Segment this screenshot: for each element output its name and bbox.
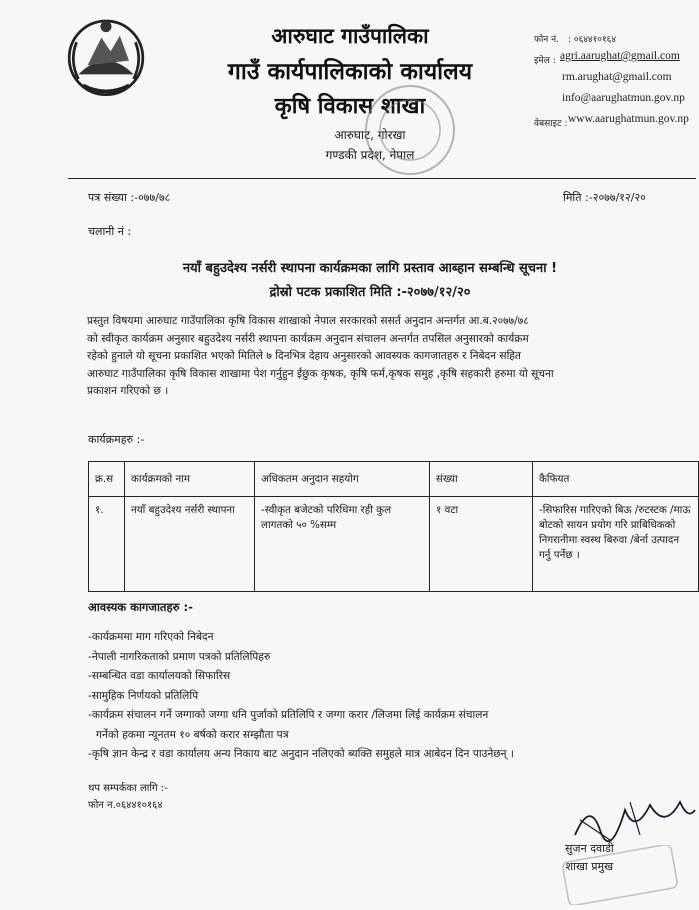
- notice-body: [87, 313, 687, 401]
- programs-table: [88, 461, 699, 592]
- handwritten-signature-icon: [570, 790, 699, 845]
- email-label: इमेल :: [534, 56, 556, 66]
- body-line: आरुघाट गाउँपालिका कृषि विकास शाखामा पेश गर्नुहुन ईछुक कृषक, कृषि फर्म,कृषक समुह ,कृषि सहकारी हरुमा यो सूचना: [87, 367, 554, 380]
- footer-phone: फोन न.०६४४१०१६४: [88, 800, 163, 811]
- cell-sn: १.: [89, 497, 125, 592]
- cell-program-name: नयाँ बहुउदेश्य नर्सरी स्थापना: [125, 497, 255, 592]
- address-line-2: गण्डकी प्रदेश, नेपाल: [325, 148, 415, 162]
- list-item: -सामुहिक निर्णयको प्रतिलिपि: [88, 689, 199, 702]
- body-line: को स्वीकृत कार्यक्रम अनुसार बहुउदेश्य नर्सरी स्थापना कार्यक्रम अनुदान संचालन अन्तर्गत तपसिल अनुसारको कार्यक्रम: [87, 332, 529, 345]
- phone-label: फोन नं.: [534, 35, 559, 45]
- branch-name: कृषि विकास शाखा: [274, 94, 426, 119]
- website: www.aarughatmun.gov.np: [568, 113, 689, 125]
- nepal-emblem-icon: [60, 10, 152, 102]
- column-header: कैफियत: [533, 462, 699, 497]
- column-header: अधिकतम अनुदान सहयोग: [255, 462, 430, 497]
- cell-remarks: -सिफारिस गारिएको बिऊ /रुटस्टक /माऊ बोटको सायन प्रयोग गरि प्राबिधिकको निगरानीमा स्वस्थ बिरुवा /बेर्ना उत्पादन गर्नु पर्नेछ ।: [533, 497, 699, 592]
- letter-date: मिति :-२०७७/१२/२०: [563, 191, 646, 204]
- header-divider: [68, 178, 696, 179]
- list-item: -नेपाली नागरिकताको प्रमाण पत्रको प्रतिलिपिहरु: [88, 650, 271, 663]
- reference-number: पत्र संख्या :-०७७/७८: [88, 191, 171, 204]
- phone-value: : ०६४४१०१६४: [568, 35, 617, 45]
- list-item: गर्नेको हकमा न्यूनतम १० बर्षको करार सम्झौता पत्र: [96, 728, 289, 741]
- signatory-name: सुजन दवाडी: [565, 842, 614, 855]
- email-link-1[interactable]: agri.aarughat@gmail.com: [560, 50, 680, 62]
- footer-contact: [88, 780, 168, 814]
- column-header: क्र.स: [89, 462, 125, 497]
- email-2: rm.arughat@gmail.com: [562, 71, 672, 83]
- signatory-title: शाखा प्रमुख: [565, 860, 614, 873]
- dispatch-number: चलानी नं :: [88, 225, 132, 238]
- municipality-name: आरुघाट गाउँपालिका: [271, 24, 429, 48]
- body-line: रहेको हुनाले यो सूचना प्रकाशित भएको मितिले ७ दिनभित्र देहाय अनुसारको आवस्यक कागजातहरु र निबेदन सहित: [87, 350, 521, 362]
- footer-contact-label: थप सम्पर्कका लागि :-: [88, 783, 168, 794]
- address-line-1: आरुघाट, गोरखा: [334, 128, 406, 142]
- list-item: -कृषि ज्ञान केन्द्र र वडा कार्यालय अन्य निकाय बाट अनुदान नलिएको ब्यक्ति समुहले मात्र आबेदन दिन पाउनेछन् ।: [88, 748, 514, 760]
- list-item: -कार्यक्रममा माग गरिएको निबेदन: [88, 631, 214, 643]
- table-row: [89, 497, 699, 592]
- cell-count: १ वटा: [430, 497, 533, 592]
- body-line: प्रस्तुत विषयमा आरुघाट गाउँपालिका कृषि विकास शाखाको नेपाल सरकारको ससर्त अनुदान अन्तर्गत आ.ब.२०७७/७८: [87, 315, 529, 327]
- notice-title: नयाँ बहुउदेश्य नर्सरी स्थापना कार्यक्रमका लागि प्रस्ताव आब्हान सम्बन्धि सूचना !: [182, 261, 558, 276]
- notice-subtitle: द्रोस्रो पटक प्रकाशित मिति :-२०७७/१२/२०: [269, 285, 471, 300]
- body-line: प्रकाशन गरिएको छ ।: [87, 385, 169, 397]
- documents-heading: आवस्यक कागजातहरु :-: [88, 600, 193, 614]
- column-header: संख्या: [430, 462, 533, 497]
- column-header: कार्यक्रमको नाम: [125, 462, 255, 497]
- website-label: वेबसाइट :: [534, 119, 568, 129]
- list-item: -सम्बन्धित वडा कार्यालयको सिफारिस: [88, 670, 231, 682]
- documents-list: [88, 628, 514, 765]
- cell-grant: -स्वीकृत बजेटको परिधिमा रही कुल लागतको ५० %सम्म: [255, 497, 430, 592]
- table-header-row: [89, 462, 699, 497]
- office-name: गाउँ कार्यपालिकाको कार्यालय: [227, 59, 473, 85]
- email-3: info@aarughatmun.gov.np: [562, 92, 685, 104]
- office-stamp-icon: [360, 80, 460, 180]
- list-item: -कार्यक्रम संचालन गर्ने जग्गाको जग्गा धनि पुर्जाको प्रतिलिपि र जग्गा करार /लिजमा लिई कार्यक्रम संचालन: [88, 709, 489, 721]
- signatory-block: [565, 840, 614, 876]
- programs-heading: कार्यक्रमहरु :-: [88, 433, 145, 446]
